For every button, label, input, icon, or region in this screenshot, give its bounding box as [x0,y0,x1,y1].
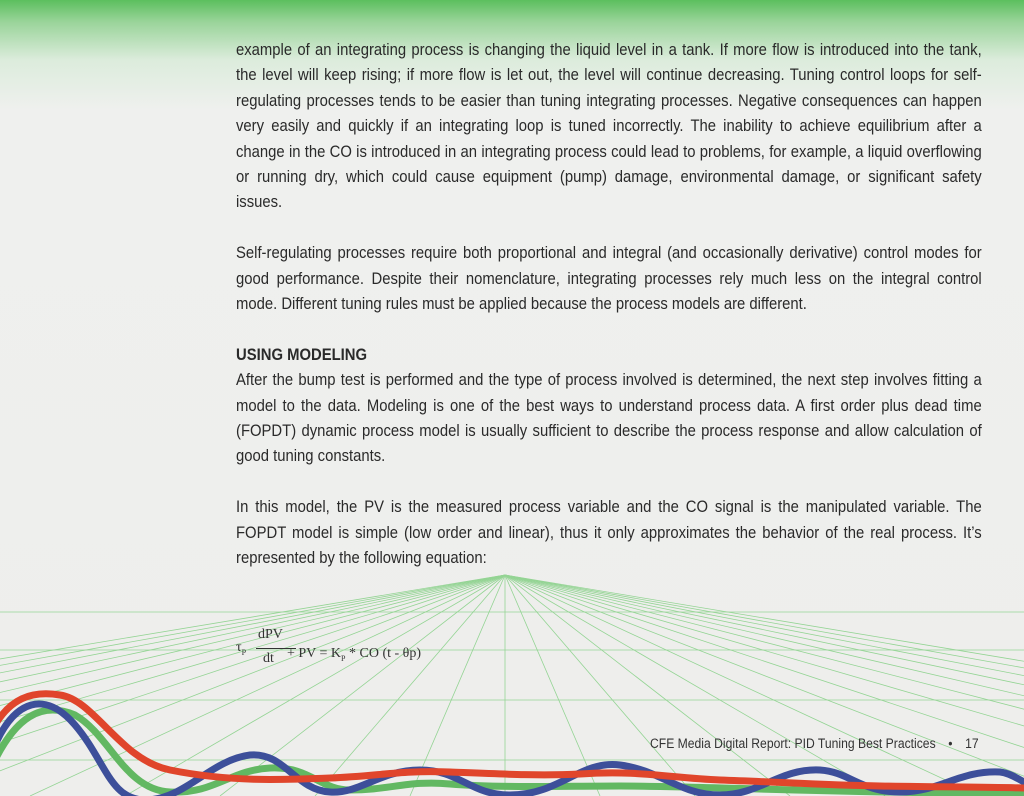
grid-line [505,575,980,796]
grid-line [315,575,505,796]
page-number: 17 [965,736,979,751]
grid-line [0,575,505,796]
equation-numerator: dPV [258,627,283,642]
grid-line [0,575,505,796]
article-body [236,38,982,571]
equation-denominator: dt [263,651,274,666]
paragraph-modeling: After the bump test is performed and the type of process involved is determined, the next step involves fitting a model to the data. Modeling is one of the best ways to understand process data. A first order plus dead time (FOPDT) dynamic process model is usually sufficient to describe the process response and allow calculation of good tuning constants. [236,371,982,466]
equation-right-side: + PV = $K_P$ * CO (t - θp) [287,646,422,663]
green-wave [0,710,1024,794]
report-title: CFE Media Digital Report: PID Tuning Best Practices [650,736,936,751]
grid-line [0,575,505,796]
grid-line [0,575,505,796]
paragraph-control-modes: Self-regulating processes require both proportional and integral (and occasionally derivative) control modes for good performance. Despite their nomenclature, integrating processes rely much less on the integral control mode. Different tuning rules must be applied because the process models are different. [236,244,982,314]
grid-line [0,575,505,796]
paragraph-integrating-process: example of an integrating process is changing the liquid level in a tank. If more flow is introduced into the tank, the level will keep rising; if more flow is let out, the level will continue decreasing. Tuning control loops for self-regulating processes tends to be easier than tuning integrating processes. Negative consequences can happen very easily and quickly if an integrating loop is tuned incorrectly. The inability to achieve equilibrium after a change in the CO is introduced in an integrating process could lead to problems, for example, a liquid overflowing or running dry, which could cause equipment (pump) damage, environmental damage, or significant safety issues. [236,41,982,212]
grid-line [505,575,1024,796]
grid-line [505,575,1024,796]
grid-line [505,575,600,796]
grid-line [0,575,505,796]
grid-line [505,575,1024,796]
grid-line [125,575,505,796]
grid-line [505,575,1024,796]
grid-line [0,575,505,796]
page-footer [650,736,979,751]
grid-line [0,575,505,796]
grid-line [505,575,1024,796]
grid-line [505,575,1024,796]
grid-line [410,575,505,796]
section-heading: USING MODELING [236,345,368,364]
grid-line [505,575,885,796]
grid-line [505,575,1024,796]
grid-line [505,575,1024,796]
grid-line [505,575,1024,796]
footer-separator: • [948,736,953,751]
grid-line [0,575,505,796]
paragraph-fopdt: In this model, the PV is the measured process variable and the CO signal is the manipulated variable. The FOPDT model is simple (low order and linear), thus it only approximates the behavior of the real process. It’s represented by the following equation: [236,498,982,568]
equation-tau: $\tau_P$ [236,640,247,657]
